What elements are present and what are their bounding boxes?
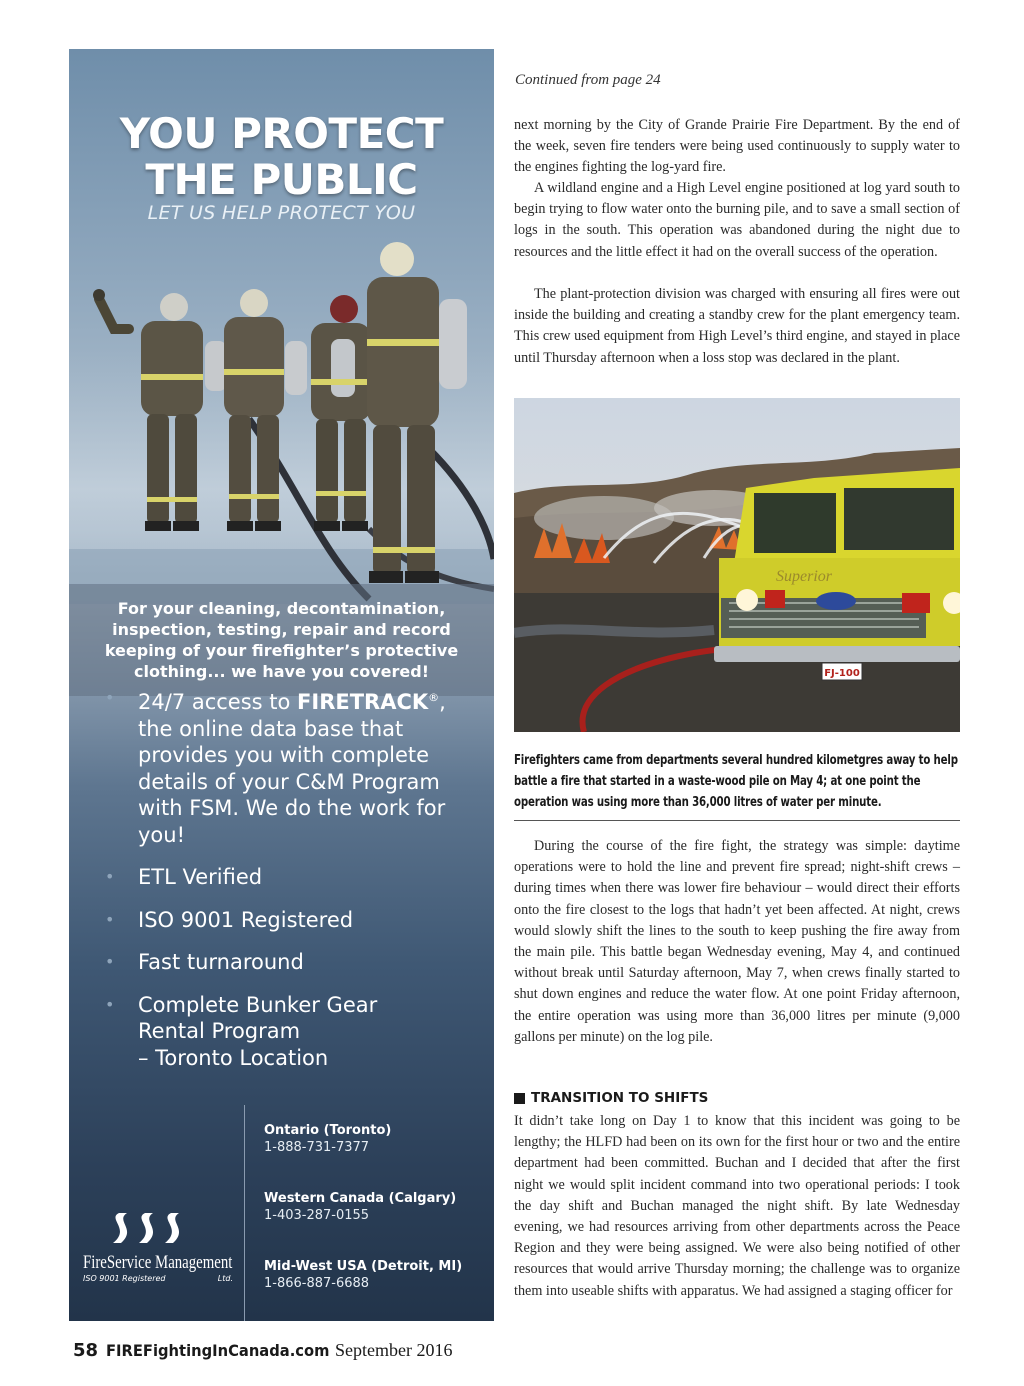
- issue-date: September 2016: [334, 1340, 453, 1360]
- fsm-logo-icon: [105, 1209, 195, 1247]
- article-paragraph-5: It didn’t take long on Day 1 to know that this incident was going to be lengthy; the HLFD had been on its own for the first hour or two and the entire department had been committed. Buchan and I decided that after the first night we would split incident command into two operational periods: I took the day shift and Buchan managed the night shift. By late Wednesday evening, we had resources arriving from other departments across the Peace Region and they were being assigned. We were also being notified of other resources that would arrive Thursday morning; the challenge was to organize them into useable shifts with apparatus. We had assigned a staging officer for: [514, 1113, 960, 1299]
- ad-feature-list: [105, 685, 475, 1087]
- fire-truck: [714, 468, 960, 680]
- registered-mark: ®: [428, 691, 440, 704]
- ad-coverage-text: For your cleaning, decontamination, inspection, testing, repair and record keeping of your firefighter’s protective clothing... we have you covered!: [69, 584, 494, 696]
- fsm-logo-suffix: Ltd.: [217, 1274, 233, 1283]
- caption-divider: [514, 820, 960, 821]
- rental-line2: Rental Program: [138, 1019, 301, 1043]
- bullet-icon: •: [105, 952, 115, 971]
- bullet-icon: •: [105, 909, 115, 929]
- ad-feature-iso-text: ISO 9001 Registered: [138, 907, 354, 932]
- bullet-icon: •: [105, 688, 115, 707]
- bullet-icon: •: [105, 867, 115, 886]
- fsm-logo-registration: ISO 9001 Registered: [83, 1274, 166, 1283]
- fsm-logo-name: FireService Management: [83, 1252, 233, 1273]
- ad-feature-rental: [105, 992, 475, 1072]
- advertisement: [69, 49, 494, 1321]
- contact-phone: 1-403-287-0155: [264, 1208, 370, 1223]
- firefighter-figure: [311, 295, 371, 531]
- firetrack-suffix: , the online data base that provides you with complete details of your C&M Program with FSM. We do the work for you!: [138, 690, 446, 847]
- ad-headline-line2: THE PUBLIC: [145, 155, 418, 204]
- page-number: 58: [73, 1340, 99, 1361]
- article-paragraph-2: A wildland engine and a High Level engine positioned at log yard south to begin trying to flow water onto the burning pile, and to save a small section of logs in the south. This operation was abandoned during the night due to resources and the little effect it had on the overall success of the operation.: [514, 180, 960, 260]
- bullet-icon: •: [105, 994, 115, 1014]
- ad-headline: [69, 111, 494, 203]
- contact-region: Mid-West USA (Detroit, MI): [264, 1259, 463, 1274]
- truck-lettering: Superior: [776, 568, 832, 585]
- ad-feature-turnaround: [105, 949, 475, 976]
- photo-caption: Firefighters came from departments several hundred kilometgres away to help battle a fire that started in a waste-wood pile on May 4; at one point the operation was using more than 36,000 litres of water per minute.: [514, 753, 958, 810]
- ad-headline-line1: YOU PROTECT: [119, 109, 444, 158]
- contact-region: Western Canada (Calgary): [264, 1191, 457, 1206]
- firetrack-brand: FIRETRACK: [297, 690, 429, 714]
- ad-feature-firetrack: [105, 685, 475, 848]
- firetrack-prefix: 24/7 access to: [138, 690, 298, 714]
- ad-feature-etl-text: ETL Verified: [138, 865, 263, 889]
- ad-feature-iso: [105, 907, 475, 934]
- section-heading-text: TRANSITION TO SHIFTS: [531, 1090, 709, 1106]
- ad-divider: [244, 1105, 245, 1321]
- article-paragraph-1: next morning by the City of Grande Prairie Fire Department. By the end of the week, seven fire tenders were being used continuously to supply water to the engines fighting the log-yard fire.: [514, 117, 960, 176]
- ad-subhead: LET US HELP PROTECT YOU: [147, 202, 416, 224]
- ad-contacts: [264, 1122, 489, 1321]
- article-paragraph-3: The plant-protection division was charged with ensuring all fires were out inside the building and creating a standby crew for the plant emergency team. This crew used equipment from High Level’s third engine, and stayed in place until Thursday afternoon when a loss stop was declared in the plant.: [514, 286, 960, 366]
- contact-midwest-usa: [264, 1258, 489, 1293]
- license-plate: FJ-100: [824, 668, 860, 679]
- firefighters-photo: [69, 229, 494, 604]
- contact-ontario: [264, 1122, 489, 1157]
- rental-line3: – Toronto Location: [138, 1045, 329, 1070]
- contact-phone: 1-866-887-6688: [264, 1276, 370, 1291]
- publication-url: FIREFightingInCanada.com: [106, 1341, 330, 1360]
- article-paragraph-4: During the course of the fire fight, the strategy was simple: daytime operations were to hold the line and prevent fire spread; night-shift crews – during times when there was lower fire behaviour – would direct their efforts onto the fire closest to the logs that hadn’t yet been affected. At night, crews would slowly shift the lines to the south to keep pushing the fire away from the main pile. This battle began Wednesday evening, May 4, and continued without break until Saturday afternoon, May 7, when crews finally started to shut down engines and reduce the water flow. At one point Friday afternoon, the entire operation was using more than 36,000 litres per minute (9,000 gallons per minute) on the log pile.: [514, 838, 960, 1045]
- continued-from-note: Continued from page 24: [515, 72, 661, 88]
- contact-western-canada: [264, 1190, 489, 1225]
- fire-truck-photo: [514, 398, 960, 732]
- section-heading: [514, 1090, 708, 1106]
- ad-feature-etl: [105, 864, 475, 891]
- fsm-logo: [83, 1209, 233, 1283]
- contact-region: Ontario (Toronto): [264, 1123, 392, 1138]
- contact-phone: 1-888-731-7377: [264, 1140, 370, 1155]
- page-footer: [73, 1340, 452, 1361]
- rental-line1: Complete Bunker Gear: [138, 992, 378, 1017]
- square-bullet-icon: [514, 1093, 525, 1104]
- ad-feature-turnaround-text: Fast turnaround: [138, 950, 304, 974]
